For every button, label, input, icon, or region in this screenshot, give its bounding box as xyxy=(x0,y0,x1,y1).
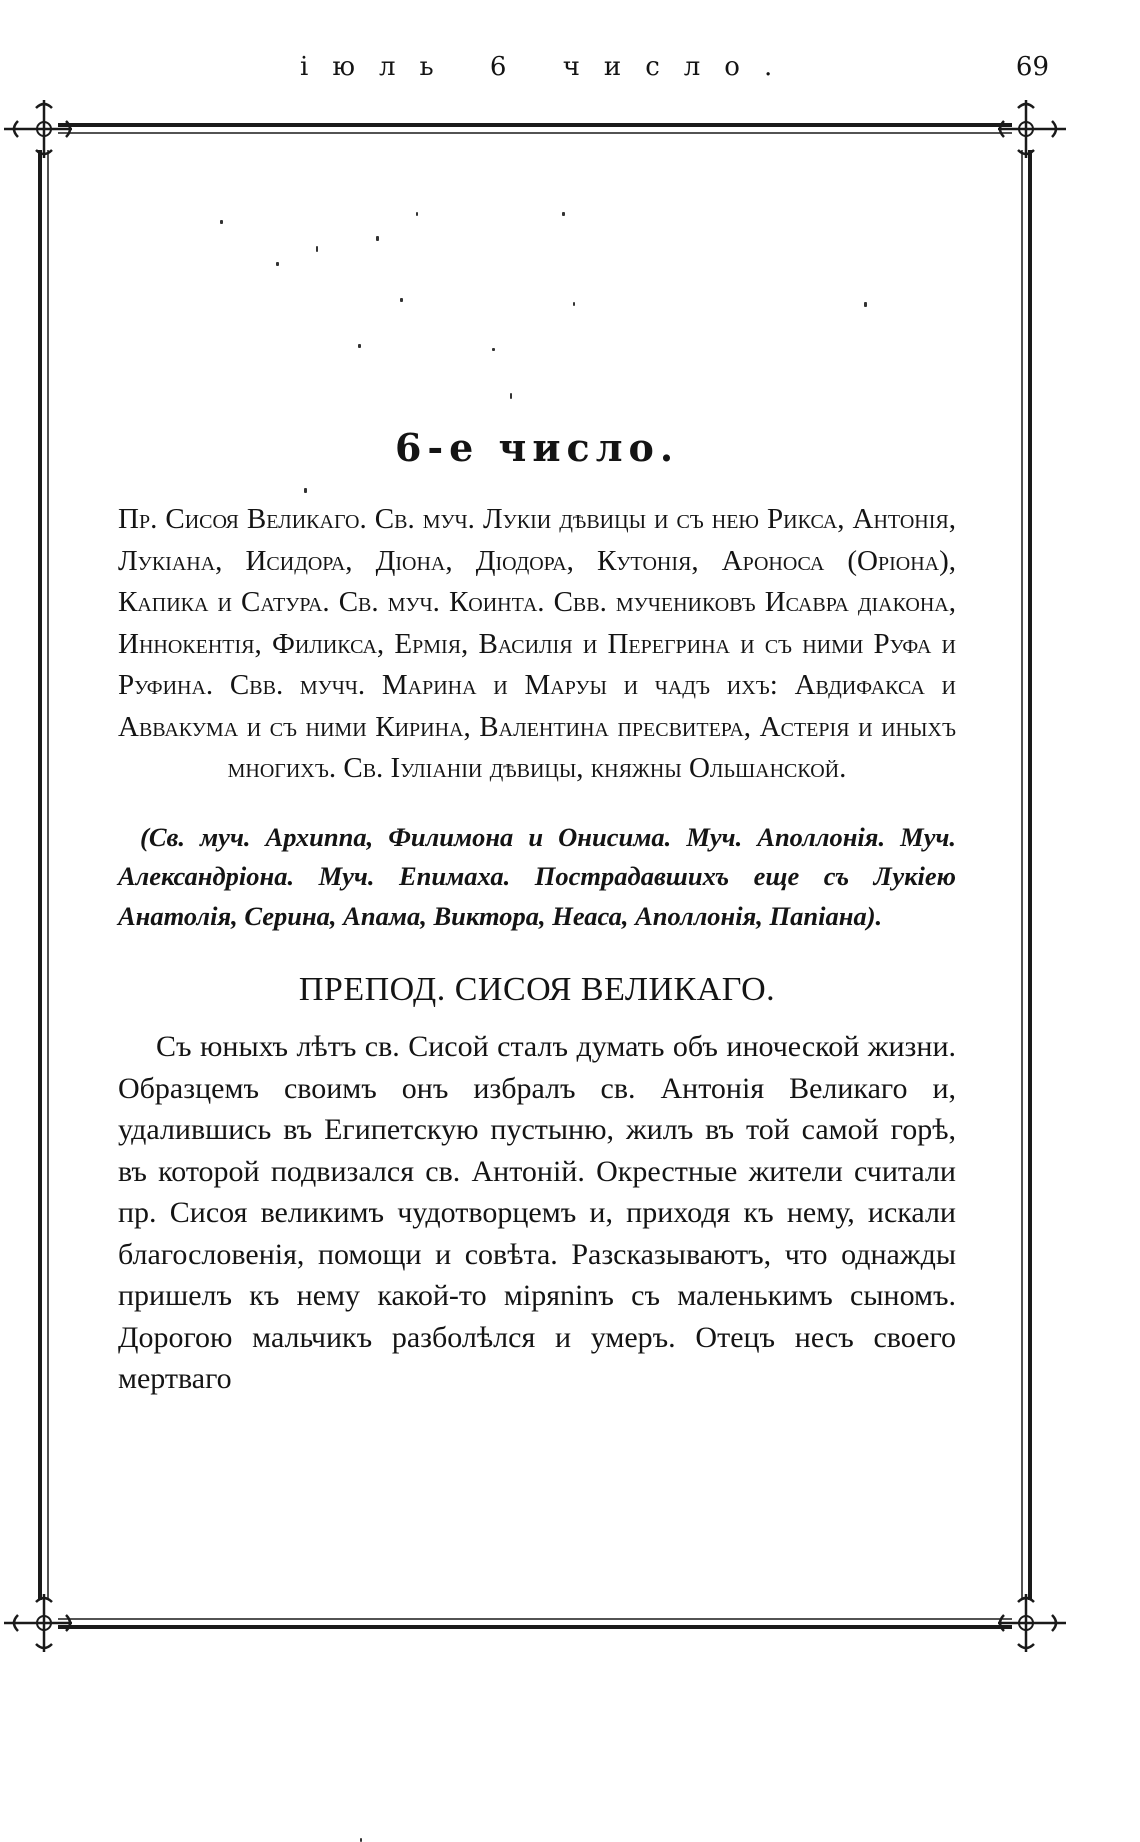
page-content xyxy=(118,425,956,1400)
body-text: Съ юныхъ лѣтъ св. Сисой сталъ думать объ иноческой жизни. Образцемъ своимъ онъ избралъ св. Антонія Великаго и, удалившись въ Египетскую пустыню, жилъ въ той самой горѣ, въ которой подвизался св. Антоній. Окрестные жители считали пр. Сисоя великимъ чудотворцемъ и, приходя къ нему, искали благословенія, помощи и совѣта. Разсказываютъ, что однажды пришелъ къ нему какой-то міряninъ съ маленькимъ сыномъ. Дорогою мальчикъ разболѣлся и умеръ. Отецъ несъ своего мертваго xyxy=(118,1030,956,1395)
page-number: 69 xyxy=(1015,52,1049,82)
commemorations: (Св. муч. Архиппа, Филимона и Онисима. Муч. Аполлонія. Муч. Александріона. Муч. Епимаха. Пострадавшихъ еще съ Лукіею Анатолія, Серина, Апама, Виктора, Неаса, Аполлонія, Папіана). xyxy=(118,821,956,931)
section-heading: ПРЕПОД. СИСОЯ ВЕЛИКАГО. xyxy=(298,971,776,1008)
running-head: іюль 6 число. xyxy=(300,52,797,82)
day-title: 6-е число. xyxy=(394,425,680,470)
saints-list: Пр. Сисоя Великаго. Св. муч. Лукіи дѣвицы и съ нею Рикса, Антонія, Лукіана, Исидора, Діона, Діодора, Кутонія, Ароноса (Оріона), Капика и Сатура. Св. муч. Коинта. Свв. мучениковъ Исавра діакона, Иннокентія, Филикса, Ермія, Василія и Перегрина и съ ними Руфа и Руфина. Свв. мучч. Марина и Маруы и чадъ ихъ: Авдифакса и Аввакума и съ ними Кирина, Валентина пресвитера, Астерія и иныхъ многихъ. Св. Іуліаніи дѣвицы, княжны Ольшанской. xyxy=(118,503,956,784)
